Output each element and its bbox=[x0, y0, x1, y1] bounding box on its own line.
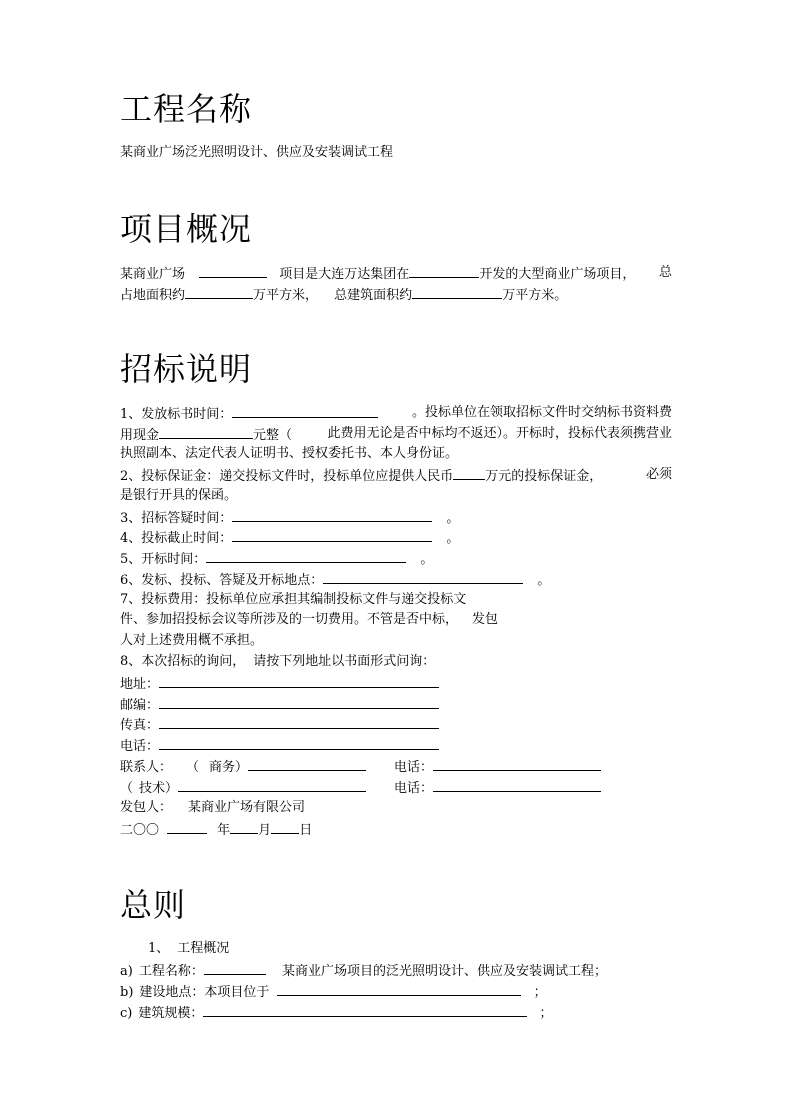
blank-field bbox=[167, 819, 207, 834]
tender-item-6: 6、发标、投标、答疑及开标地点： 。 bbox=[120, 569, 550, 591]
tender-item-4: 4、投标截止时间： 。 bbox=[120, 527, 459, 549]
tender-item-7-line-3: 人对上述费用概不承担。 bbox=[120, 633, 264, 648]
blank-field bbox=[203, 1002, 527, 1017]
blank-field bbox=[159, 714, 439, 729]
tender-item-7-line-1: 7、投标费用：投标单位应承担其编制投标文件与递交投标文 bbox=[120, 592, 467, 607]
issuer-row: 发包人： 某商业广场有限公司 bbox=[120, 800, 306, 815]
blank-field bbox=[248, 756, 366, 771]
general-sub-heading: 1、 工程概况 bbox=[148, 941, 230, 956]
blank-field bbox=[230, 819, 258, 834]
heading-project-name: 工程名称 bbox=[120, 90, 253, 128]
blank-field bbox=[232, 507, 432, 522]
blank-field bbox=[323, 569, 523, 584]
address-field: 地址： bbox=[120, 673, 439, 695]
tender-item-2-line-1: 2、投标保证金：递交投标文件时，投标单位应提供人民币 万元的投标保证金， 必须 bbox=[120, 467, 672, 484]
tender-item-1-line-3: 执照副本、法定代表人证明书、授权委托书、本人身份证。 bbox=[120, 446, 459, 461]
blank-field bbox=[159, 673, 439, 688]
general-item-b: b) 建设地点：本项目位于 ； bbox=[120, 981, 547, 1003]
tender-item-1-line-2: 用现金 元整（ 此费用无论是否中标均不返还）。开标时，投标代表须携营业 bbox=[120, 426, 672, 443]
general-item-a: a) 工程名称： 某商业广场项目的泛光照明设计、供应及安装调试工程； bbox=[120, 960, 607, 982]
blank-field bbox=[159, 694, 439, 709]
contact-tech-phone: 电话： bbox=[394, 777, 601, 799]
blank-field bbox=[178, 777, 366, 792]
heading-tender-notes: 招标说明 bbox=[120, 350, 253, 388]
overview-line-1: 某商业广场 项目是大连万达集团在 开发的大型商业广场项目， 总 bbox=[120, 265, 672, 282]
blank-field bbox=[271, 819, 299, 834]
date-row: 二〇〇 年 月 日 bbox=[120, 819, 312, 841]
fax-field: 传真： bbox=[120, 714, 439, 736]
tender-item-3: 3、招标答疑时间： 。 bbox=[120, 507, 459, 529]
blank-field bbox=[204, 960, 266, 975]
heading-general-rules: 总则 bbox=[120, 886, 187, 924]
blank-field bbox=[232, 527, 432, 542]
blank-field bbox=[206, 548, 406, 563]
blank-field bbox=[199, 263, 267, 278]
blank-field bbox=[412, 284, 502, 299]
tender-item-7-line-2: 件、参加招投标会议等所涉及的一切费用。不管是否中标， 发包 bbox=[120, 612, 499, 627]
contact-tech-row: （ 技术） bbox=[120, 777, 366, 799]
blank-field bbox=[232, 403, 378, 418]
tender-item-2-line-2: 是银行开具的保函。 bbox=[120, 488, 238, 503]
blank-field bbox=[453, 465, 485, 480]
contact-business-row: 联系人： （ 商务） bbox=[120, 756, 366, 778]
blank-field bbox=[433, 777, 601, 792]
phone-field: 电话： bbox=[120, 735, 439, 757]
overview-line-2: 占地面积约 万平方米， 总建筑面积约 万平方米。 bbox=[120, 284, 567, 306]
general-item-c: c) 建筑规模： ； bbox=[120, 1002, 553, 1024]
blank-field bbox=[185, 284, 253, 299]
postcode-field: 邮编： bbox=[120, 694, 439, 716]
project-name-text: 某商业广场泛光照明设计、供应及安装调试工程 bbox=[120, 145, 394, 160]
blank-field bbox=[159, 735, 439, 750]
blank-field bbox=[159, 424, 253, 439]
tender-item-1-line-1: 1、发放标书时间： 。投标单位在领取招标文件时交纳标书资料费 bbox=[120, 405, 672, 422]
heading-project-overview: 项目概况 bbox=[120, 210, 253, 248]
blank-field bbox=[277, 981, 521, 996]
blank-field bbox=[433, 756, 601, 771]
tender-item-8: 8、本次招标的询问， 请按下列地址以书面形式问询： bbox=[120, 654, 436, 669]
blank-field bbox=[409, 263, 479, 278]
contact-business-phone: 电话： bbox=[394, 756, 601, 778]
tender-item-5: 5、开标时间： 。 bbox=[120, 548, 433, 570]
